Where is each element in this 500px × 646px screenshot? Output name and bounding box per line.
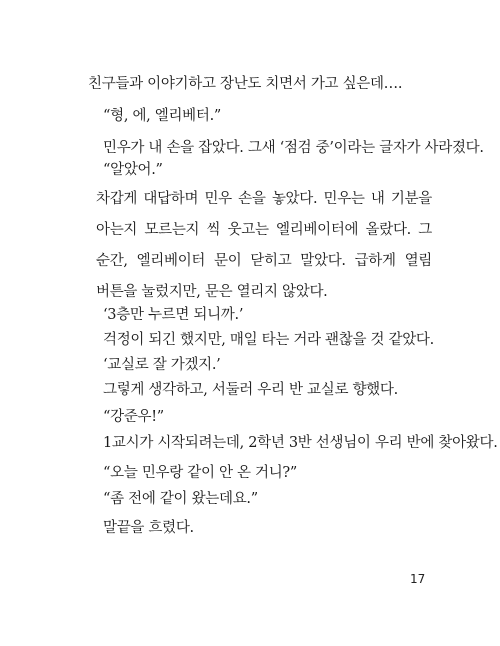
paragraph-12: “오늘 민우랑 같이 안 온 거니?” (103, 465, 298, 481)
paragraph-2: “형, 에, 엘리베터.” (103, 108, 222, 124)
paragraph-4: “알았어.” (103, 162, 163, 178)
paragraph-9: 그렇게 생각하고, 서둘러 우리 반 교실로 향했다. (103, 382, 398, 398)
paragraph-7: 걱정이 되긴 했지만, 매일 타는 거라 괜찮을 것 같았다. (103, 332, 434, 348)
paragraph-6: ‘3층만 누르면 되니까.’ (103, 307, 244, 323)
paragraph-11: 1교시가 시작되려는데, 2학년 3반 선생님이 우리 반에 찾아왔다. (103, 435, 498, 451)
paragraph-8: ‘교실로 잘 가겠지.’ (103, 357, 221, 373)
paragraph-5: 차갑게 대답하며 민우 손을 놓았다. 민우는 내 기분을 아는지 모르는지 씩 웃고는 엘리베이터에 올랐다. 그 순간, 엘리베이터 문이 닫히고 말았다. 급하게 열림 버튼을 눌렀지만, 문은 열리지 않았다. (96, 191, 432, 300)
paragraph-3: 민우가 내 손을 잡았다. 그새 ‘점검 중’이라는 글자가 사라졌다. (103, 140, 484, 156)
paragraph-1: 친구들과 이야기하고 장난도 치면서 가고 싶은데…. (88, 76, 403, 92)
paragraph-13: “좀 전에 같이 왔는데요.” (103, 491, 258, 507)
paragraph-14: 말끝을 흐렸다. (103, 520, 194, 536)
paragraph-10: “강준우!” (103, 409, 164, 425)
page-number: 17 (410, 572, 426, 586)
